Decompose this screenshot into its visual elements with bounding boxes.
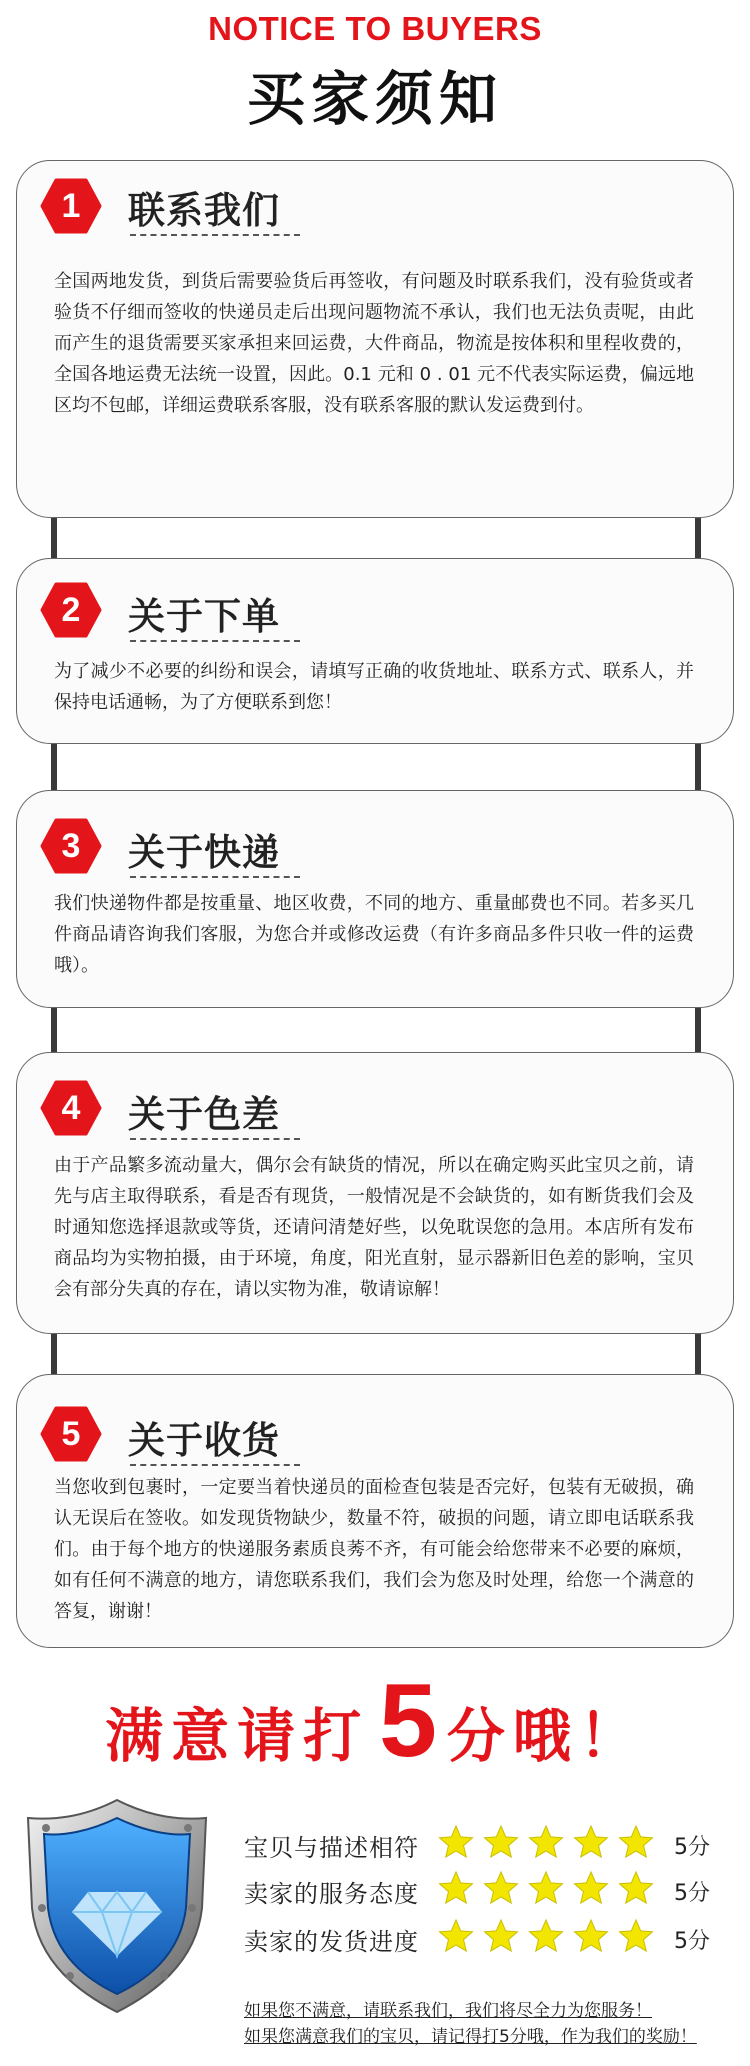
section-text: 全国两地发货，到货后需要验货后再签收，有问题及时联系我们，没有验货或者验货不仔细而签收的快递员走后出现问题物流不承认，我们也无法负责呢，由此而产生的退货需要买家承担来回运费，大件商品，物流是按体积和里程收费的，全国各地运费无法统一设置，因此。0.1 元和 0 . 01 元不代表实际运费，偏远地区均不包邮，详细运费联系客服，没有联系客服的默认发运费到付。 xyxy=(54,271,694,416)
star-icon xyxy=(528,1918,564,1954)
section-title: 关于收货 xyxy=(128,1419,280,1462)
star-icon xyxy=(483,1870,519,1906)
rating-score: 5分 xyxy=(674,1929,710,1954)
section-title: 联系我们 xyxy=(128,189,280,232)
section-number: 1 xyxy=(61,187,81,225)
rating-headline-number: 5 xyxy=(379,1663,437,1779)
rating-headline-right: 分哦！ xyxy=(446,1702,645,1770)
star-icon xyxy=(618,1870,654,1906)
title-underline xyxy=(130,876,300,878)
star-icon xyxy=(528,1870,564,1906)
star-icon xyxy=(573,1870,609,1906)
rating-label: 卖家的服务态度 xyxy=(244,1880,419,1908)
footer-line: 如果您不满意，请联系我们，我们将尽全力为您服务！ xyxy=(244,2001,652,2021)
star-icon xyxy=(438,1918,474,1954)
footer-line: 如果您满意我们的宝贝，请记得打5分哦，作为我们的奖励！ xyxy=(244,2027,697,2047)
star-icon xyxy=(618,1824,654,1860)
title-underline xyxy=(130,1138,300,1140)
section-text: 由于产品繁多流动量大，偶尔会有缺货的情况，所以在确定购买此宝贝之前，请先与店主取得联系，看是否有现货，一般情况是不会缺货的，如有断货我们会及时通知您选择退款或等货，还请问清楚好些，以免耽误您的急用。本店所有发布商品均为实物拍摄，由于环境，角度，阳光直射，显示器新旧色差的影响，宝贝会有部分失真的存在，请以实物为准，敬请谅解！ xyxy=(54,1155,694,1300)
section-number-badge xyxy=(40,1080,102,1136)
rating-score: 5分 xyxy=(674,1881,710,1906)
section-number-badge xyxy=(40,1406,102,1462)
section-number-badge xyxy=(40,178,102,234)
rating-label: 宝贝与描述相符 xyxy=(244,1834,419,1862)
section-number: 4 xyxy=(61,1089,81,1127)
star-icon xyxy=(483,1824,519,1860)
star-icon xyxy=(438,1870,474,1906)
section-number-badge xyxy=(40,818,102,874)
section-number: 5 xyxy=(61,1415,81,1453)
section-title: 关于色差 xyxy=(128,1093,280,1136)
star-icon xyxy=(438,1824,474,1860)
section-number: 2 xyxy=(61,591,81,629)
section-text: 当您收到包裹时，一定要当着快递员的面检查包装是否完好，包装有无破损，确认无误后在签收。如发现货物缺少，数量不符，破损的问题，请立即电话联系我们。由于每个地方的快递服务素质良莠不齐，有可能会给您带来不必要的麻烦，如有任何不满意的地方，请您联系我们，我们会为您及时处理，给您一个满意的答复，谢谢！ xyxy=(54,1477,694,1622)
star-icon xyxy=(618,1918,654,1954)
rating-label: 卖家的发货进度 xyxy=(244,1928,419,1956)
star-icon xyxy=(483,1918,519,1954)
star-icon xyxy=(528,1824,564,1860)
star-icon xyxy=(573,1918,609,1954)
title-underline xyxy=(130,640,300,642)
title-underline xyxy=(130,234,300,236)
section-text: 我们快递物件都是按重量、地区收费，不同的地方、重量邮费也不同。若多买几件商品请咨询我们客服，为您合并或修改运费（有许多商品多件只收一件的运费哦）。 xyxy=(54,893,694,976)
star-icon xyxy=(573,1824,609,1860)
title-chinese: 买家须知 xyxy=(246,65,503,133)
rating-score: 5分 xyxy=(674,1835,710,1860)
shield-diamond-icon xyxy=(22,1796,212,2016)
section-title: 关于快递 xyxy=(128,831,280,874)
section-number-badge xyxy=(40,582,102,638)
rating-headline-left: 满意请打 xyxy=(105,1702,370,1770)
section-number: 3 xyxy=(61,827,81,865)
title-english: NOTICE TO BUYERS xyxy=(208,10,542,47)
rating-headline xyxy=(0,1662,750,1781)
section-text: 为了减少不必要的纠纷和误会，请填写正确的收货地址、联系方式、联系人，并保持电话通畅，为了方便联系到您！ xyxy=(54,661,694,713)
section-title: 关于下单 xyxy=(128,595,280,638)
title-underline xyxy=(130,1464,300,1466)
